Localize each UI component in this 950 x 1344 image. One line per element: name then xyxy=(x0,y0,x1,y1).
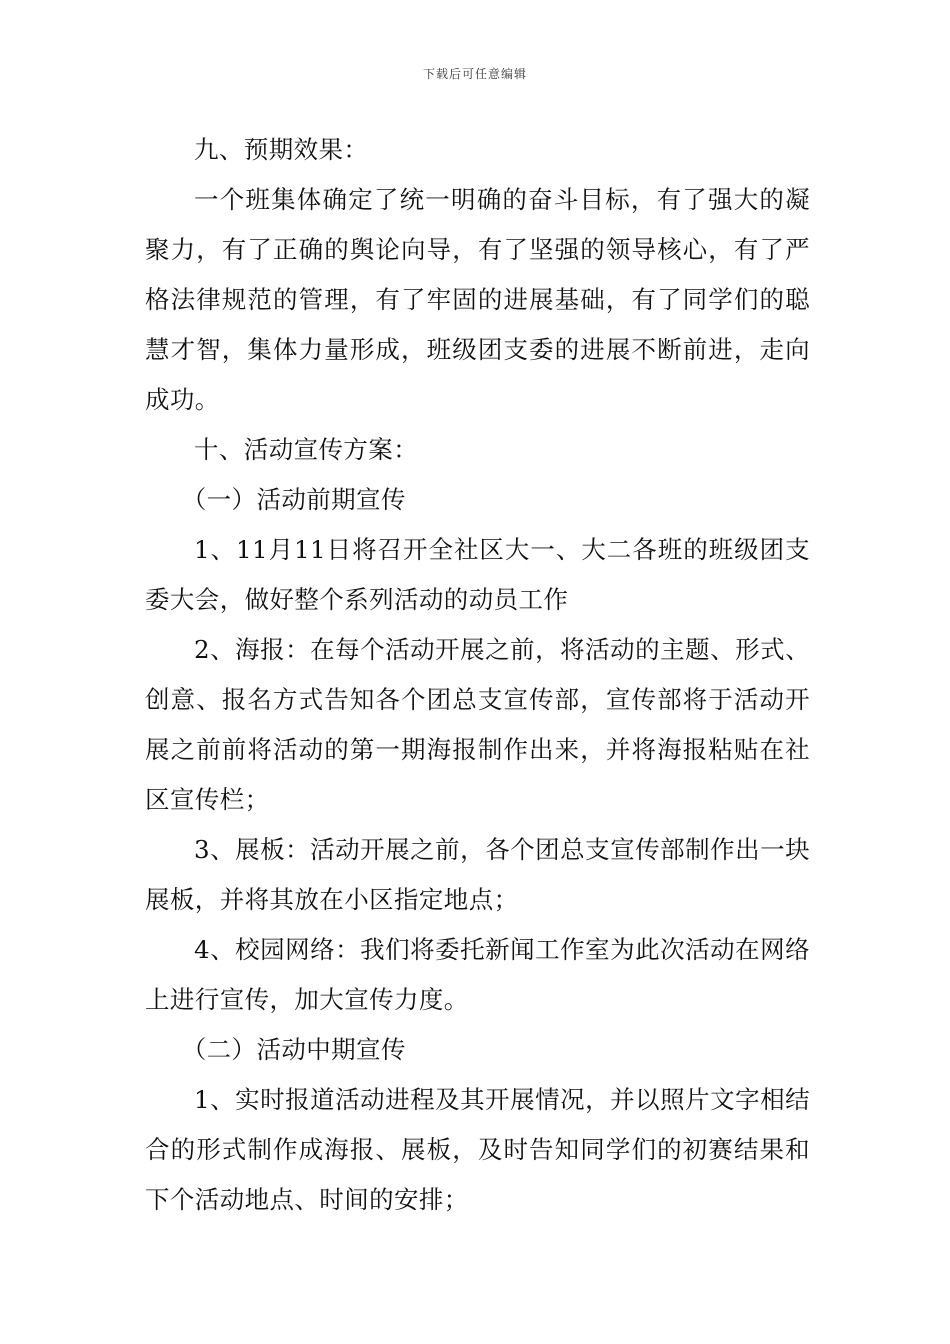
page-header: 下载后可任意编辑 xyxy=(422,67,527,81)
list-item-meeting: 1、11月11日将召开全社区大一、大二各班的班级团支委大会，做好整个系列活动的动员工作 xyxy=(145,535,810,614)
document-body xyxy=(145,125,810,1225)
paragraph-expected-effect: 一个班集体确定了统一明确的奋斗目标，有了强大的凝聚力，有了正确的舆论向导，有了坚强的领导核心，有了严格法律规范的管理，有了牢固的进展基础，有了同学们的聪慧才智，集体力量形成，班级团支委的进展不断前进，走向成功。 xyxy=(145,185,810,414)
section-heading-expected-effect: 九、预期效果： xyxy=(194,135,369,164)
subheading-mid-publicity: （二）活动中期宣传 xyxy=(181,1035,406,1064)
section-heading-publicity-plan: 十、活动宣传方案： xyxy=(194,435,419,464)
list-item-realtime-report: 1、实时报道活动进程及其开展情况，并以照片文字相结合的形式制作成海报、展板，及时告知同学们的初赛结果和下个活动地点、时间的安排； xyxy=(145,1085,810,1214)
subheading-early-publicity: （一）活动前期宣传 xyxy=(181,485,406,514)
list-item-display-board: 3、展板：活动开展之前，各个团总支宣传部制作出一块展板，并将其放在小区指定地点； xyxy=(145,835,810,914)
list-item-poster: 2、海报：在每个活动开展之前，将活动的主题、形式、创意、报名方式告知各个团总支宣传部，宣传部将于活动开展之前前将活动的第一期海报制作出来，并将海报粘贴在社区宣传栏； xyxy=(145,635,810,814)
list-item-campus-network: 4、校园网络：我们将委托新闻工作室为此次活动在网络上进行宣传，加大宣传力度。 xyxy=(145,935,810,1014)
